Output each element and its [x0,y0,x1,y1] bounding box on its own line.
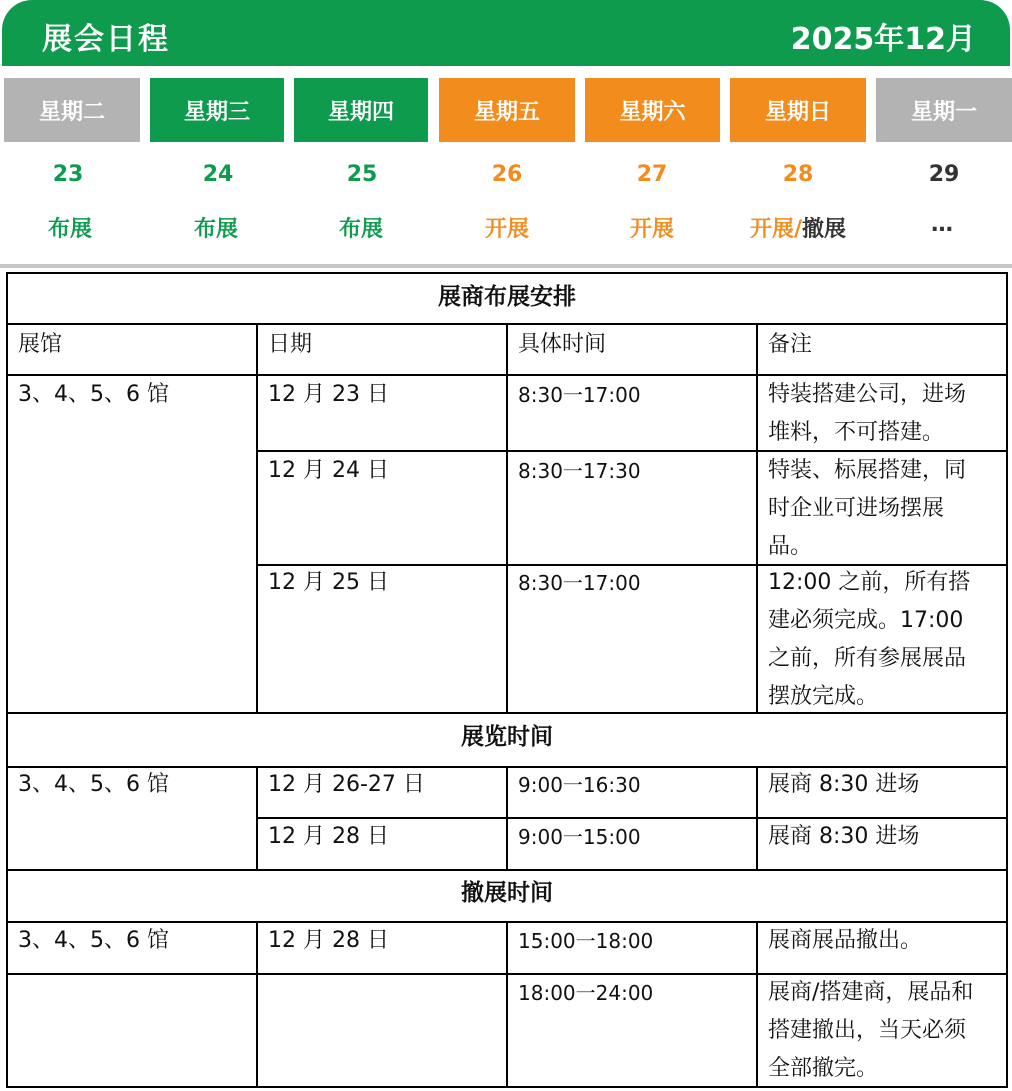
weekday-tab-sat[interactable]: 星期六 [585,78,720,142]
teardown-note-2: 展商/搭建商，展品和 搭建撤出，当天必须 全部撤完。 [768,980,974,1081]
date-23: 23 [52,162,84,187]
date-row [0,162,1012,198]
weekday-tab-tue[interactable]: 星期二 [4,78,140,142]
weekday-tab-sun[interactable]: 星期日 [730,78,866,142]
date-25: 25 [346,162,378,187]
header-title: 展会日程 [42,22,170,57]
status-26: 开展 [484,217,529,242]
status-28-open: 开展/ [749,217,803,242]
status-29: … [931,212,953,237]
schedule-table [6,272,1008,1088]
setup-note-2: 特装、标展搭建，同 时企业可进场摆展 品。 [768,458,967,559]
section-setup-title: 展商布展安排 [438,284,576,310]
section-teardown-title: 撤展时间 [461,880,553,906]
status-row [0,212,1012,248]
teardown-hall: 3、4、5、6 馆 [18,928,169,953]
setup-date-1: 12 月 23 日 [268,382,389,407]
status-28 [728,212,868,243]
section-show-title: 展览时间 [461,724,553,750]
weekday-bar [0,78,1012,142]
col-header-note: 备注 [768,332,813,357]
date-24: 24 [202,162,234,187]
header-month: 2025年12月 [790,22,976,57]
weekday-tab-thu[interactable]: 星期四 [294,78,428,142]
status-27: 开展 [629,217,674,242]
status-24: 布展 [193,217,238,242]
teardown-time-1: 15:00一18:00 [518,929,654,953]
setup-hall: 3、4、5、6 馆 [18,382,169,407]
schedule-header [2,0,1010,66]
setup-date-3: 12 月 25 日 [268,570,389,595]
show-date-2: 12 月 28 日 [268,824,389,849]
divider [0,264,1012,268]
col-header-date: 日期 [268,332,313,357]
date-27: 27 [636,162,668,187]
date-29: 29 [928,162,960,187]
weekday-tab-wed[interactable]: 星期三 [150,78,284,142]
teardown-date: 12 月 28 日 [268,928,389,953]
weekday-tab-fri[interactable]: 星期五 [439,78,575,142]
status-28-teardown: 撤展 [802,217,847,242]
setup-note-1: 特装搭建公司，进场 堆料，不可搭建。 [768,382,967,445]
show-time-2: 9:00一15:00 [518,825,641,849]
teardown-time-2: 18:00一24:00 [518,981,654,1005]
setup-time-1: 8:30一17:00 [518,383,641,407]
status-23: 布展 [47,217,92,242]
teardown-note-1: 展商展品撤出。 [768,928,923,953]
setup-time-3: 8:30一17:00 [518,571,641,595]
status-25: 布展 [338,217,383,242]
show-note-2: 展商 8:30 进场 [768,824,920,849]
weekday-tab-mon[interactable]: 星期一 [876,78,1012,142]
show-date-1: 12 月 26-27 日 [268,772,425,797]
show-time-1: 9:00一16:30 [518,773,641,797]
col-header-time: 具体时间 [518,332,607,357]
col-header-hall: 展馆 [18,332,63,357]
setup-note-3: 12:00 之前，所有搭 建必须完成。17:00 之前，所有参展展品 摆放完成。 [768,570,971,709]
show-note-1: 展商 8:30 进场 [768,772,920,797]
date-26: 26 [491,162,523,187]
show-hall: 3、4、5、6 馆 [18,772,169,797]
setup-time-2: 8:30一17:30 [518,459,641,483]
date-28: 28 [782,162,814,187]
setup-date-2: 12 月 24 日 [268,458,389,483]
